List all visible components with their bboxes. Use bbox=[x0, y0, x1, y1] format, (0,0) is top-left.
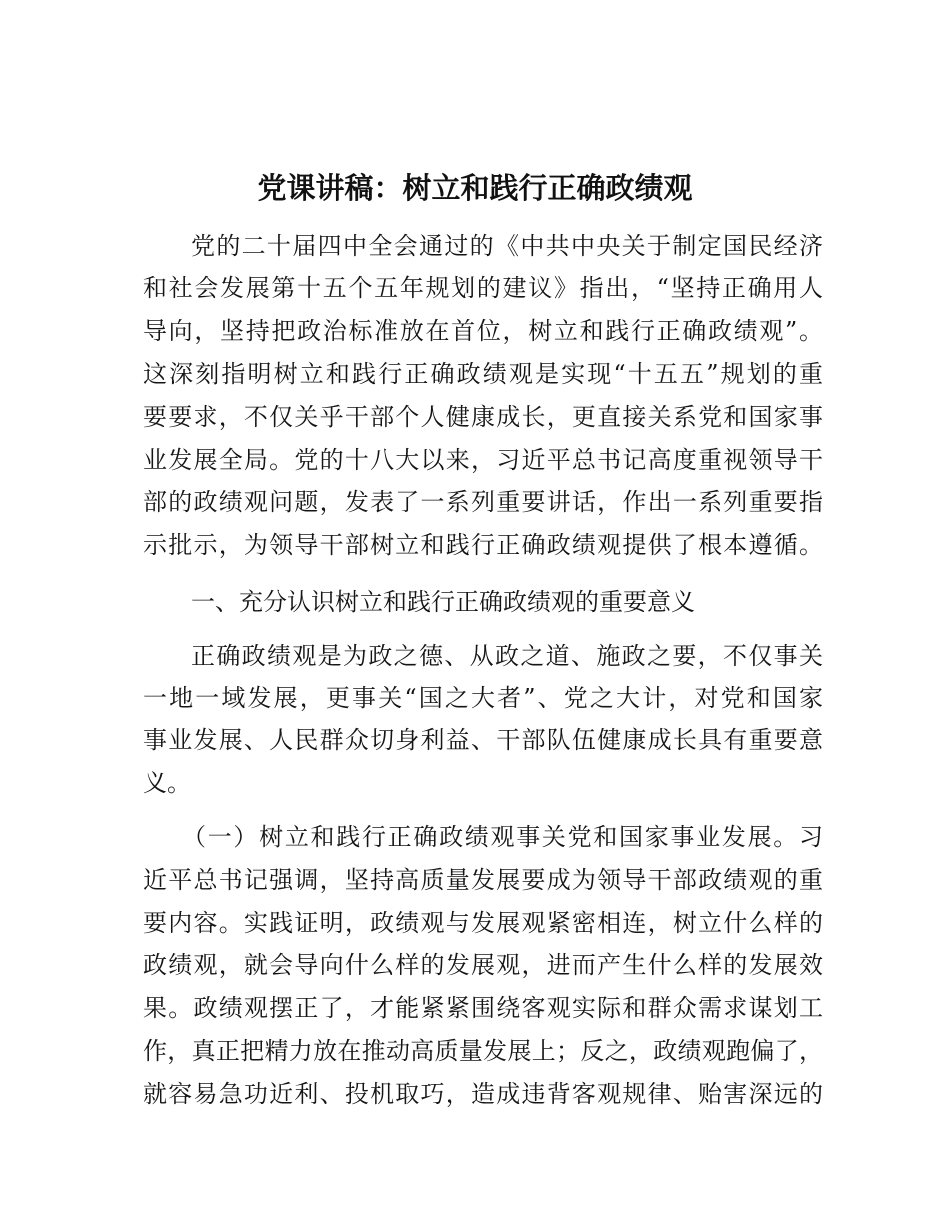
paragraph-line: 导向，坚持把政治标准放在首位，树立和践行正确政绩观”。 bbox=[143, 317, 823, 345]
paragraph-line: （一）树立和践行正确政绩观事关党和国家事业发展。习 bbox=[182, 823, 823, 851]
paragraph-line: 要要求，不仅关乎干部个人健康成长，更直接关系党和国家事 bbox=[143, 403, 823, 431]
paragraph-line: 这深刻指明树立和践行正确政绩观是实现“十五五”规划的重 bbox=[143, 360, 823, 388]
paragraph-line: 义。 bbox=[143, 769, 191, 797]
paragraph-line: 部的政绩观问题，发表了一系列重要讲话，作出一系列重要指 bbox=[143, 488, 823, 516]
paragraph-line: 政绩观，就会导向什么样的发展观，进而产生什么样的发展效 bbox=[143, 951, 823, 979]
paragraph-line: 和社会发展第十五个五年规划的建议》指出，“坚持正确用人 bbox=[143, 274, 823, 302]
paragraph-line: 一地一域发展，更事关“国之大者”、党之大计，对党和国家 bbox=[143, 684, 823, 712]
paragraph-line: 正确政绩观是为政之德、从政之道、施政之要，不仅事关 bbox=[191, 642, 823, 670]
paragraph-line: 党的二十届四中全会通过的《中共中央关于制定国民经济 bbox=[191, 232, 823, 260]
paragraph-line: 要内容。实践证明，政绩观与发展观紧密相连，树立什么样的 bbox=[143, 909, 823, 937]
page-title: 党课讲稿：树立和践行正确政绩观 bbox=[257, 171, 693, 205]
section-heading: 一、充分认识树立和践行正确政绩观的重要意义 bbox=[191, 588, 695, 616]
paragraph-line: 业发展全局。党的十八大以来，习近平总书记高度重视领导干 bbox=[143, 446, 823, 474]
paragraph-line: 作，真正把精力放在推动高质量发展上；反之，政绩观跑偏了， bbox=[143, 1037, 823, 1065]
paragraph-line: 果。政绩观摆正了，才能紧紧围绕客观实际和群众需求谋划工 bbox=[143, 994, 823, 1022]
paragraph-line: 示批示，为领导干部树立和践行正确政绩观提供了根本遵循。 bbox=[143, 531, 823, 559]
paragraph-line: 就容易急功近利、投机取巧，造成违背客观规律、贻害深远的 bbox=[143, 1080, 823, 1108]
paragraph-line: 事业发展、人民群众切身利益、干部队伍健康成长具有重要意 bbox=[143, 726, 823, 754]
paragraph-line: 近平总书记强调，坚持高质量发展要成为领导干部政绩观的重 bbox=[143, 866, 823, 894]
